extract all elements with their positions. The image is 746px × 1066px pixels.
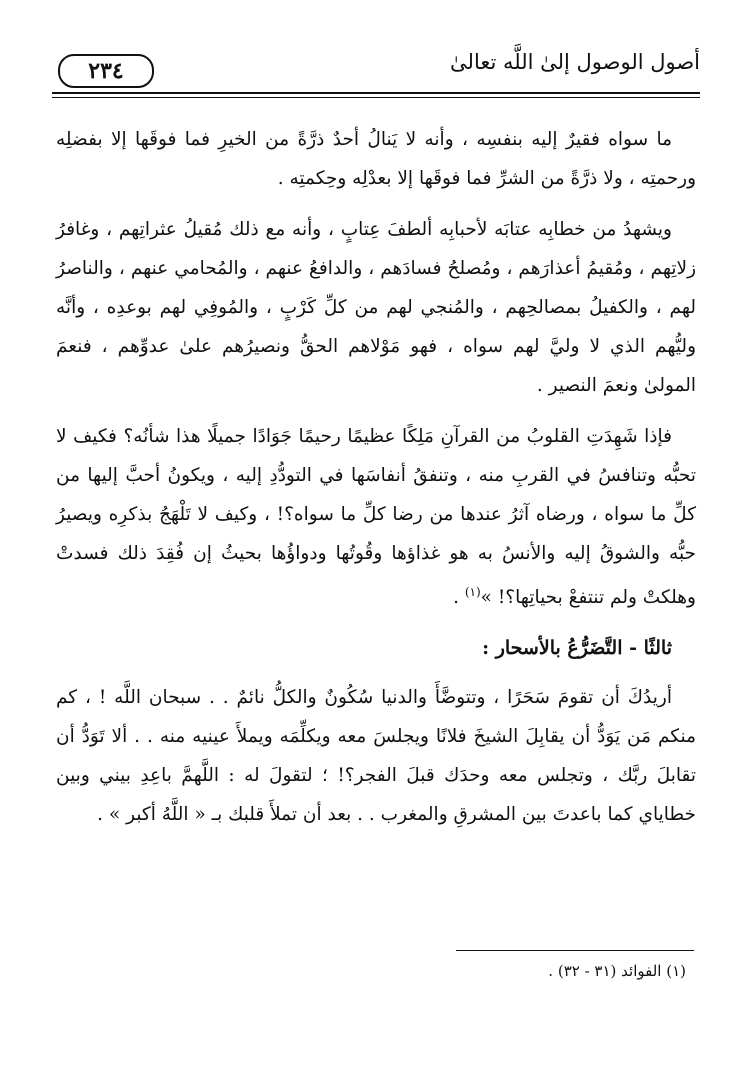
paragraph-4: أريدُكَ أن تقومَ سَحَرًا ، وتتوضَّأَ والدنيا سُكُونٌ والكلُّ نائمٌ . . سبحان اللَّه ! ، كم منكم مَن يَوَدُّ أن يقابِلَ الشيخَ فلانًا ويجلسَ معه ويكلِّمَه ويملأَ عينيه منه . . ألا تَوَدُّ أن تقابلَ ربَّك ، وتجلس معه وحدَك قبلَ الفجر؟! ؛ لتقولَ له : اللَّهمَّ باعِدِ بيني وبين خطاياي كما باعدتَ بين المشرقِ والمغرب . . بعد أن تملأَ قلبك بـ « اللَّهُ أكبر » .: [56, 687, 696, 826]
header-rule: [52, 92, 700, 94]
page-header: [52, 44, 700, 94]
section-heading: ثالثًا - التَّضَرُّعُ بالأسحار :: [482, 637, 672, 660]
running-title: أصول الوصول إلىٰ اللَّه تعالىٰ: [450, 50, 700, 74]
paragraph-2: ويشهدُ من خطابِه عتابَه لأحبابِه ألطفَ عِتابٍ ، وأنه مع ذلك مُقيلُ عثراتِهم ، وغافرُ زلاتِهم ، ومُقيمُ أعذارَهم ، ومُصلحُ فسادَهم ، والدافعُ عنهم ، والمُحامي عنهم ، والناصرُ لهم ، والكفيلُ بمصالحِهم ، والمُنجي لهم من كلِّ كَرْبٍ ، والمُوفِي لهم بوعدِه ، وأنَّه وليُّهم الذي لا وليَّ لهم سواه ، فهو مَوْلاهم الحقُّ ونصيرُهم علىٰ عدوِّهم ، فنعمَ المولىٰ ونعمَ النصير .: [56, 219, 696, 396]
body-text: [56, 120, 696, 846]
paragraph-3-end: .: [453, 587, 465, 609]
paragraph-3-text: فإذا شَهِدَتِ القلوبُ من القرآنِ مَلِكًا عظيمًا رحيمًا جَوَادًا جميلًا هذا شأنُه؟ فكيف لا تحبُّه وتنافسُ في القربِ منه ، وتنفقُ أنفاسَها في التودُّدِ إليه ، ويكونُ أحبَّ إليها من كلِّ ما سواه ، ورضاه آثرُ عندها من رضا كلِّ ما سواه؟! ، وكيف لا تَلْهَجُ بذكرِه ويصيرُ حبُّه والشوقُ إليه والأنسُ به هو غذاؤها وقُوتُها ودواؤُها بحيثُ إن فُقِدَ ذلك فسدتْ وهلكتْ ولم تنتفعْ بحياتِها؟! »: [56, 426, 696, 609]
paragraph-1: ما سواه فقيرٌ إليه بنفسِه ، وأنه لا يَنالُ أحدٌ ذرَّةً من الخيرِ فما فوقَها إلا بفضلِه ورحمتِه ، ولا ذرَّةً من الشرِّ فما فوقَها إلا بعدْلِه وحِكمتِه .: [56, 129, 696, 189]
footnote-reference: (١): [464, 585, 481, 599]
footnote-rule: [456, 950, 694, 951]
header-rule-thin: [52, 97, 700, 98]
page-number: ٢٣٤: [58, 54, 154, 88]
footnote: (١) الفوائد (٣١ - ٣٢) .: [548, 962, 686, 980]
paragraph-3: [56, 417, 696, 617]
